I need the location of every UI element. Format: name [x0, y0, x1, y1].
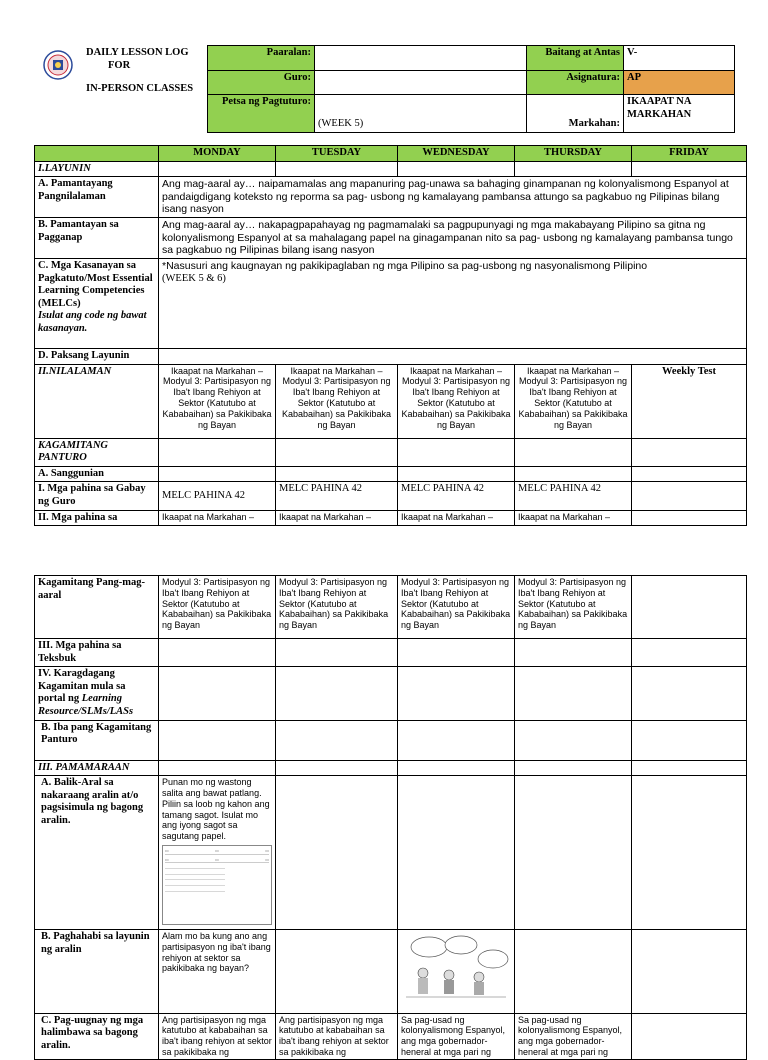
- ii-pahina-monday: Ikaapat na Markahan –: [159, 510, 276, 526]
- pagganap-label: B. Pamantayan sa Pagganap: [35, 218, 159, 259]
- petsa-label: Petsa ng Pagtuturo:: [208, 95, 315, 133]
- melc-content: [159, 258, 747, 348]
- melc-label-cell: [35, 258, 159, 348]
- ii-pahina-label: II. Mga pahina sa: [35, 510, 159, 526]
- guro-field[interactable]: [315, 71, 527, 95]
- balik-label: A. Balik-Aral sa nakaraang aralin at/o pagsisimula ng bagong aralin.: [35, 776, 159, 930]
- paguugnay-tuesday: Ang partisipasyon ng mga katutubo at kababaihan sa iba't ibang rehiyon at sektor sa pakikibaka ng: [276, 1013, 398, 1059]
- baitang-field[interactable]: V-: [624, 46, 735, 71]
- paguugnay-thursday: Sa pag-usad ng kolonyalismong Espanyol, ang mga gobernador-heneral at mga pari ng: [515, 1013, 632, 1059]
- nilalaman-label: II.NILALAMAN: [35, 364, 159, 438]
- ii-pahina-wednesday: Ikaapat na Markahan –: [398, 510, 515, 526]
- day-header-wednesday: WEDNESDAY: [398, 146, 515, 162]
- lesson-log-table: [34, 145, 747, 526]
- gabay-label: I. Mga pahina sa Gabay ng Guro: [35, 482, 159, 510]
- day-header-thursday: THURSDAY: [515, 146, 632, 162]
- paaralan-field[interactable]: [315, 46, 527, 71]
- nilalaman-tuesday: Ikaapat na Markahan – Modyul 3: Partisipasyon ng Iba't Ibang Rehiyon at Sektor (Katutubo at Kababaihan) sa Pakikibaka ng Bayan: [276, 364, 398, 438]
- paksang-label: D. Paksang Layunin: [35, 348, 159, 364]
- guro-label: Guro:: [208, 71, 315, 95]
- day-header-monday: MONDAY: [159, 146, 276, 162]
- gabay-thursday: MELC PAHINA 42: [515, 482, 632, 510]
- lesson-log-table-continued: [34, 575, 747, 1060]
- markahan-label: Markahan:: [527, 95, 624, 133]
- modyul-monday: Modyul 3: Partisipasyon ng Iba't Ibang Rehiyon at Sektor (Katutubo at Kababaihan) sa Pakikibaka ng Bayan: [159, 576, 276, 639]
- melc-text: *Nasusuri ang kaugnayan ng pakikipaglaban ng mga Pilipino sa pag-usbong ng nasyonalismong Pilipino: [162, 259, 648, 272]
- log-title: DAILY LESSON LOG FOR IN-PERSON CLASSES: [86, 47, 194, 95]
- kagamitang-pang-label: Kagamitang Pang-mag-aaral: [35, 576, 159, 639]
- balik-monday: [159, 776, 276, 930]
- karagdagang-label: IV. Karagdagang Kagamitan mula sa portal ng Learning Resource/SLMs/LASs: [35, 667, 159, 720]
- worksheet-thumbnail: ▭ ▭ ▭ ▭ ▭ ▭ ——————————————— ——————————————— ——————————————— ——————————————— ———————————————: [162, 845, 272, 925]
- pamamaraan-heading: III. PAMAMARAAN: [35, 760, 159, 776]
- balik-text: Punan mo ng wastong salita ang bawat patlang. Piliin sa loob ng kahon ang tamang sagot. Isulat mo ang iyong sagot sa sagutang papel.: [162, 777, 270, 842]
- layunin-heading: I.LAYUNIN: [35, 161, 159, 177]
- paaralan-label: Paaralan:: [208, 46, 315, 71]
- markahan-field[interactable]: IKAAPAT NA MARKAHAN: [624, 95, 735, 133]
- asignatura-label: Asignatura:: [527, 71, 624, 95]
- header-table: [207, 45, 735, 133]
- baitang-label: Baitang at Antas: [527, 46, 624, 71]
- day-header-tuesday: TUESDAY: [276, 146, 398, 162]
- nilalaman-monday: Ikaapat na Markahan – Modyul 3: Partisipasyon ng Iba't Ibang Rehiyon at Sektor (Katutubo at Kababaihan) sa Pakikibaka ng Bayan: [159, 364, 276, 438]
- melc-week: (WEEK 5 & 6): [162, 272, 226, 284]
- petsa-field[interactable]: (WEEK 5): [315, 95, 527, 133]
- ii-pahina-thursday: Ikaapat na Markahan –: [515, 510, 632, 526]
- pangnilalaman-text: Ang mag-aaral ay… naipamamalas ang mapanuring pag-unawa sa bahaging ginampanan ng kolonyalismong Espanyol at pandaigdigang kotekstο ng reporma sa pag- usbong ng kamalayang pambansa attungo sa pagkabuo ng Pilipinas bilang isang nasyon: [159, 177, 747, 218]
- iba-label: B. Iba pang Kagamitang Panturo: [35, 720, 159, 760]
- melc-label: C. Mga Kasanayan sa Pagkatuto/Most Essential Learning Competencies (MELCs): [38, 259, 153, 309]
- gabay-tuesday: MELC PAHINA 42: [276, 482, 398, 510]
- paguugnay-wednesday: Sa pag-usad ng kolonyalismong Espanyol, ang mga gobernador-heneral at mga pari ng: [398, 1013, 515, 1059]
- nilalaman-thursday: Ikaapat na Markahan – Modyul 3: Partisipasyon ng Iba't Ibang Rehiyon at Sektor (Katutubo at Kababaihan) sa Pakikibaka ng Bayan: [515, 364, 632, 438]
- paguugnay-label: C. Pag-uugnay ng mga halimbawa sa bagong aralin.: [35, 1013, 159, 1059]
- kagamitang-label: KAGAMITANG PANTURO: [35, 438, 159, 466]
- nilalaman-wednesday: Ikaapat na Markahan – Modyul 3: Partisipasyon ng Iba't Ibang Rehiyon at Sektor (Katutubo at Kababaihan) sa Pakikibaka ng Bayan: [398, 364, 515, 438]
- pangnilalaman-label: A. Pamantayang Pangnilalaman: [35, 177, 159, 218]
- modyul-tuesday: Modyul 3: Partisipasyon ng Iba't Ibang Rehiyon at Sektor (Katutubo at Kababaihan) sa Pakikibaka ng Bayan: [276, 576, 398, 639]
- gabay-wednesday: MELC PAHINA 42: [398, 482, 515, 510]
- paguugnay-monday: Ang partisipasyon ng mga katutubo at kababaihan sa iba't ibang rehiyon at sektor sa pakikibaka ng: [159, 1013, 276, 1059]
- paghahabi-monday: Alam mo ba kung ano ang partisipasyon ng iba't ibang rehiyon at sektor sa pakikibaka ng bayan?: [159, 929, 276, 1013]
- day-header-blank: [35, 146, 159, 162]
- ii-pahina-tuesday: Ikaapat na Markahan –: [276, 510, 398, 526]
- deped-seal-icon: [43, 50, 73, 80]
- pagganap-text: Ang mag-aaral ay… nakapagpapahayag ng pagmamalaki sa pagpupunyagi ng mga makabayang Pilipino sa gitna ng kolonyalismong Espanyol at sa mahalagang papel na ginagampanan nito sa pag- usbong ng kamalayang pambansa tungo sa pagkabuo ng Pilipinas bilang isang nasyon: [159, 218, 747, 259]
- modyul-wednesday: Modyul 3: Partisipasyon ng Iba't Ibang Rehiyon at Sektor (Katutubo at Kababaihan) sa Pakikibaka ng Bayan: [398, 576, 515, 639]
- paghahabi-label: B. Paghahabi sa layunin ng aralin: [35, 929, 159, 1013]
- day-header-friday: FRIDAY: [632, 146, 747, 162]
- gabay-monday: MELC PAHINA 42: [159, 482, 276, 510]
- teksbuk-label: III. Mga pahina sa Teksbuk: [35, 639, 159, 667]
- melc-note: Isulat ang code ng bawat kasanayan.: [38, 310, 147, 334]
- cartoon-illustration-icon: [401, 933, 511, 1005]
- asignatura-field[interactable]: AP: [624, 71, 735, 95]
- paghahabi-wednesday: [398, 929, 515, 1013]
- modyul-thursday: Modyul 3: Partisipasyon ng Iba't Ibang Rehiyon at Sektor (Katutubo at Kababaihan) sa Pakikibaka ng Bayan: [515, 576, 632, 639]
- sanggunian-label: A. Sanggunian: [35, 466, 159, 482]
- nilalaman-friday: Weekly Test: [632, 364, 747, 438]
